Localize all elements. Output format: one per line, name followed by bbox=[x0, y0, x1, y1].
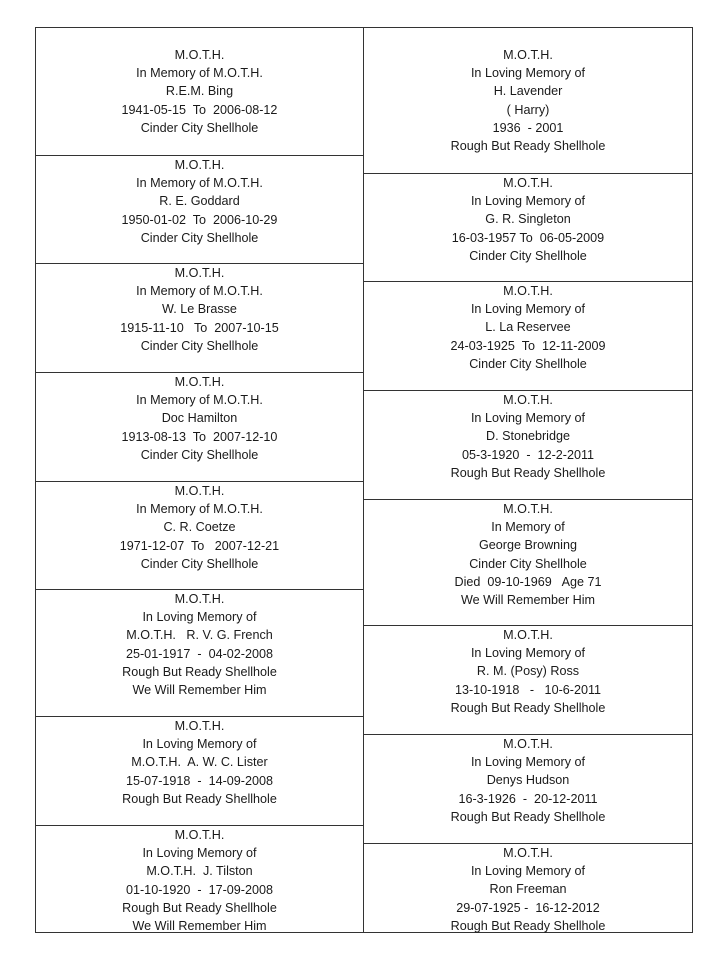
memorial-entry-french bbox=[36, 590, 363, 717]
entry-line: We Will Remember Him bbox=[460, 593, 596, 608]
entry-line: In Memory of M.O.T.H. bbox=[136, 502, 263, 517]
entry-line: Ron Freeman bbox=[489, 882, 567, 897]
memorial-entry-le-brasse bbox=[36, 264, 363, 373]
entry-line: M.O.T.H. bbox=[174, 158, 225, 172]
entry-line: Died 09-10-1969 Age 71 bbox=[454, 574, 602, 589]
entry-line: Cinder City Shellhole bbox=[469, 556, 587, 571]
entry-line: Rough But Ready Shellhole bbox=[122, 900, 277, 915]
entry-line: 1971-12-07 To 2007-12-21 bbox=[119, 538, 280, 553]
right-column bbox=[364, 28, 692, 932]
memorial-entry-lavender bbox=[364, 28, 692, 174]
memorial-entry-goddard bbox=[36, 156, 363, 264]
entry-line: 1915-11-10 To 2007-10-15 bbox=[120, 320, 279, 335]
left-column bbox=[36, 28, 364, 932]
entry-line: D. Stonebridge bbox=[485, 429, 570, 444]
memorial-entry-lister bbox=[36, 717, 363, 826]
entry-line: Doc Hamilton bbox=[161, 411, 238, 426]
entry-line: In Memory of bbox=[491, 520, 565, 535]
entry-line: George Browning bbox=[478, 538, 577, 553]
entry-line: R.E.M. Bing bbox=[165, 84, 234, 99]
entry-line: M.O.T.H. bbox=[174, 719, 225, 733]
entry-line: In Memory of M.O.T.H. bbox=[136, 393, 263, 408]
entry-line: 01-10-1920 - 17-09-2008 bbox=[125, 882, 274, 897]
entry-line: M.O.T.H. bbox=[503, 48, 553, 62]
entry-line: Denys Hudson bbox=[486, 773, 570, 788]
entry-line: Cinder City Shellhole bbox=[469, 356, 587, 371]
entry-line: In Loving Memory of bbox=[142, 737, 257, 752]
entry-line: In Loving Memory of bbox=[470, 646, 586, 661]
entry-line: M.O.T.H. bbox=[174, 48, 225, 62]
entry-line: Cinder City Shellhole bbox=[140, 338, 259, 353]
entry-line: We Will Remember Him bbox=[132, 919, 267, 934]
entry-line: 16-3-1926 - 20-12-2011 bbox=[458, 791, 598, 806]
memorial-entry-stonebridge bbox=[364, 391, 692, 500]
entry-line: G. R. Singleton bbox=[485, 212, 571, 227]
entry-line: M.O.T.H. bbox=[174, 484, 225, 498]
entry-line: Cinder City Shellhole bbox=[140, 230, 259, 245]
entry-line: Cinder City Shellhole bbox=[140, 556, 259, 571]
entry-line: M.O.T.H. bbox=[503, 502, 553, 516]
entry-line: M.O.T.H. A. W. C. Lister bbox=[131, 755, 268, 770]
entry-line: 1913-08-13 To 2007-12-10 bbox=[121, 429, 278, 444]
entry-line: Cinder City Shellhole bbox=[140, 120, 259, 135]
memorial-entry-bing bbox=[36, 28, 363, 156]
entry-line: Rough But Ready Shellhole bbox=[122, 664, 277, 679]
entry-line: Cinder City Shellhole bbox=[140, 447, 259, 462]
entry-line: R. M. (Posy) Ross bbox=[476, 664, 580, 679]
entry-line: M.O.T.H. bbox=[174, 828, 225, 842]
entry-line: M.O.T.H. bbox=[503, 628, 553, 642]
entry-line: M.O.T.H. J. Tilston bbox=[146, 864, 253, 879]
entry-line: Rough But Ready Shellhole bbox=[450, 139, 606, 154]
entry-line: Cinder City Shellhole bbox=[469, 248, 587, 263]
entry-line: H. Lavender bbox=[493, 84, 563, 99]
entry-line: In Loving Memory of bbox=[470, 66, 586, 81]
entry-line: Rough But Ready Shellhole bbox=[450, 809, 606, 824]
entry-line: M.O.T.H. bbox=[174, 266, 225, 280]
memorial-entry-ross bbox=[364, 626, 692, 735]
entry-line: 1950-01-02 To 2006-10-29 bbox=[121, 212, 278, 227]
entry-line: In Memory of M.O.T.H. bbox=[136, 176, 263, 191]
entry-line: M.O.T.H. bbox=[503, 846, 553, 860]
entry-line: 1941-05-15 To 2006-08-12 bbox=[121, 102, 278, 117]
memorial-entry-singleton bbox=[364, 174, 692, 282]
entry-line: M.O.T.H. bbox=[503, 393, 553, 407]
entry-line: 25-01-1917 - 04-02-2008 bbox=[125, 646, 274, 661]
entry-line: 15-07-1918 - 14-09-2008 bbox=[125, 773, 274, 788]
memorial-entry-browning bbox=[364, 500, 692, 626]
entry-line: Rough But Ready Shellhole bbox=[450, 918, 606, 933]
entry-line: In Memory of M.O.T.H. bbox=[136, 284, 263, 299]
entry-line: 13-10-1918 - 10-6-2011 bbox=[454, 682, 602, 697]
entry-line: M.O.T.H. bbox=[174, 375, 225, 389]
entry-line: 05-3-1920 - 12-2-2011 bbox=[461, 447, 595, 462]
memorial-entry-la-reservee bbox=[364, 282, 692, 391]
entry-line: In Loving Memory of bbox=[470, 194, 586, 209]
entry-line: ( Harry) bbox=[506, 102, 550, 117]
entry-line: 24-03-1925 To 12-11-2009 bbox=[450, 338, 606, 353]
entry-line: M.O.T.H. bbox=[174, 592, 225, 606]
entry-line: M.O.T.H. bbox=[503, 176, 553, 190]
entry-line: In Loving Memory of bbox=[470, 302, 586, 317]
memorial-entry-hudson bbox=[364, 735, 692, 844]
entry-line: 16-03-1957 To 06-05-2009 bbox=[451, 230, 605, 245]
entry-line: In Loving Memory of bbox=[470, 411, 586, 426]
entry-line: We Will Remember Him bbox=[132, 683, 267, 698]
entry-line: Rough But Ready Shellhole bbox=[450, 465, 606, 480]
entry-line: Rough But Ready Shellhole bbox=[122, 791, 277, 806]
entry-line: Rough But Ready Shellhole bbox=[450, 700, 606, 715]
memorial-entry-coetze bbox=[36, 482, 363, 590]
entry-line: M.O.T.H. bbox=[503, 284, 553, 298]
entry-line: In Loving Memory of bbox=[142, 846, 257, 861]
entry-line: In Loving Memory of bbox=[142, 610, 257, 625]
entry-line: L. La Reservee bbox=[485, 320, 571, 335]
entry-line: 1936 - 2001 bbox=[492, 120, 564, 135]
entry-line: In Memory of M.O.T.H. bbox=[136, 66, 263, 81]
entry-line: In Loving Memory of bbox=[470, 755, 586, 770]
memorial-entry-tilston bbox=[36, 826, 363, 934]
entry-line: M.O.T.H. bbox=[503, 737, 553, 751]
entry-line: In Loving Memory of bbox=[470, 864, 586, 879]
memorial-entry-hamilton bbox=[36, 373, 363, 482]
entry-line: M.O.T.H. R. V. G. French bbox=[126, 628, 273, 643]
memorial-table bbox=[35, 27, 693, 933]
entry-line: 29-07-1925 - 16-12-2012 bbox=[456, 900, 600, 915]
entry-line: C. R. Coetze bbox=[163, 520, 236, 535]
memorial-entry-freeman bbox=[364, 844, 692, 934]
entry-line: R. E. Goddard bbox=[159, 194, 240, 209]
entry-line: W. Le Brasse bbox=[162, 302, 237, 317]
